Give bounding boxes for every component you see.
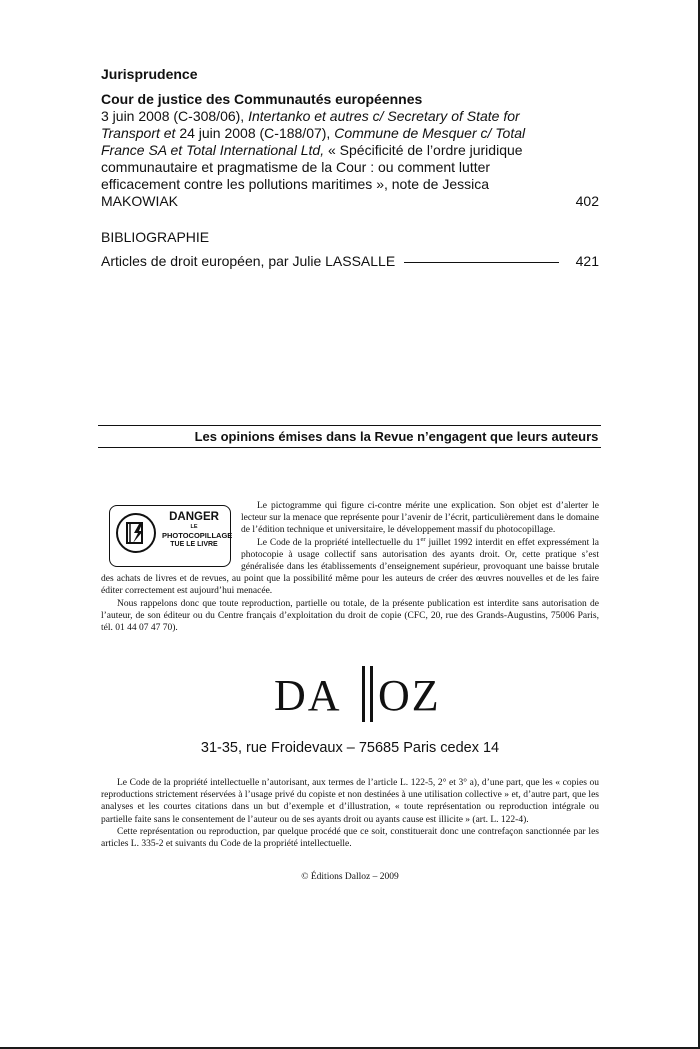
danger-word-tue-le-livre: TUE LE LIVRE: [170, 541, 218, 548]
entry-case-name: Commune de Mesquer c/ Total France SA et Total International Ltd,: [101, 125, 526, 158]
page-number: 402: [575, 193, 599, 209]
danger-word: DANGER: [169, 511, 219, 523]
legal-paragraph: Le Code de la propriété intellectuelle n’autorisant, aux termes de l’article L. 122-5, 2° et 3° a), d’une part, que les « copies ou reproductions strictement réservées à l’usage privé du copiste et non destinées à une utilisation collective » et, d’autre part, que les analyses et les courtes citations dans un but d’exemple et d’illustration, « toute représentation ou reproduction intégrale ou partielle faite sans le consentement de l’auteur ou de ses ayants droit ou ayants cause est illicite » (art. L. 122-4).: [101, 778, 599, 825]
publisher-address: 31-35, rue Froidevaux – 75685 Paris cedex 14: [200, 740, 500, 756]
dalloz-logo: [274, 666, 441, 724]
notice-paragraph: Le pictogramme qui figure ci-contre mérite une explication. Son objet est d’alerter le lecteur sur la menace que représente pour l’avenir de l’écrit, particulièrement dans le domaine de l’édition technique et universitaire, le développement massif du photocopillage.: [241, 501, 599, 536]
notice-paragraph: Le Code de la propriété intellectuelle du 1er juillet 1992 interdit en effet expressément la photocopie à usage collectif sans autorisation des ayants droit. Or, cette pratique s’est généralisée dans les établissements d’enseignement supérieur, provoquant une baisse brutale des achats de livres et de revues, au point que la possibilité même pour les auteurs de créer des œuvres nouvelles et de les faire éditer correctement est aujourd’hui menacée.: [101, 535, 600, 597]
court-title: Cour de justice des Communautés européennes: [101, 91, 423, 107]
logo-letter-l: [370, 666, 373, 722]
logo-text-left: DA: [274, 671, 342, 720]
page-number: 421: [575, 253, 599, 269]
copyright-line: © Éditions Dalloz – 2009: [301, 872, 399, 882]
entry-text: Articles de droit européen, par Julie LASSALLE: [101, 253, 396, 269]
leader-line: [404, 262, 558, 263]
legal-notice: [101, 777, 599, 850]
bibliography-title: BIBLIOGRAPHIE: [101, 229, 210, 245]
notice-paragraph: Nous rappelons donc que toute reproduction, partielle ou totale, de la présente publication est interdite sans autorisation de l’auteur, de son éditeur ou du Centre français d’exploitation du droit de copie (CFC, 20, rue des Grands-Augustins, 75006 Paris, tél. 01 44 07 47 70).: [101, 598, 599, 634]
legal-paragraph: Cette représentation ou reproduction, par quelque procédé que ce soit, constituerait donc une contrefaçon sanctionnée par les articles L. 335-2 et suivants du Code de la propriété intellectuelle.: [101, 826, 599, 850]
copyright-notice: [101, 500, 599, 634]
toc-entry-case-note[interactable]: [101, 108, 599, 210]
danger-photocopillage-logo: [109, 505, 231, 567]
danger-word-photocopillage: PHOTOCOPILLAGE: [162, 531, 233, 540]
logo-letter-l: [362, 666, 365, 722]
entry-text-part: 24 juin 2008 (C-188/07),: [175, 125, 335, 141]
entry-case-name: Intertanko et autres c/ Secretary of State for Transport et: [101, 108, 520, 141]
opinions-banner: [98, 425, 601, 448]
entry-text-part: 3 juin 2008 (C-308/06),: [101, 108, 249, 124]
opinions-text: Les opinions émises dans la Revue n’engagent que leurs auteurs: [194, 429, 599, 444]
logo-text-right: OZ: [378, 671, 441, 720]
entry-text-part: « Spécificité de l’ordre juridique communautaire et pragmatisme de la Cour : ou comment lutter efficacement contre les pollutions maritimes », note de Jessica MAKOWIAK: [101, 142, 523, 209]
section-title: Jurisprudence: [101, 66, 198, 82]
table-of-contents: [101, 66, 599, 270]
danger-word-le: LE: [190, 524, 198, 530]
toc-entry-bibliography[interactable]: [101, 253, 599, 270]
book-warning-icon: [116, 513, 156, 553]
